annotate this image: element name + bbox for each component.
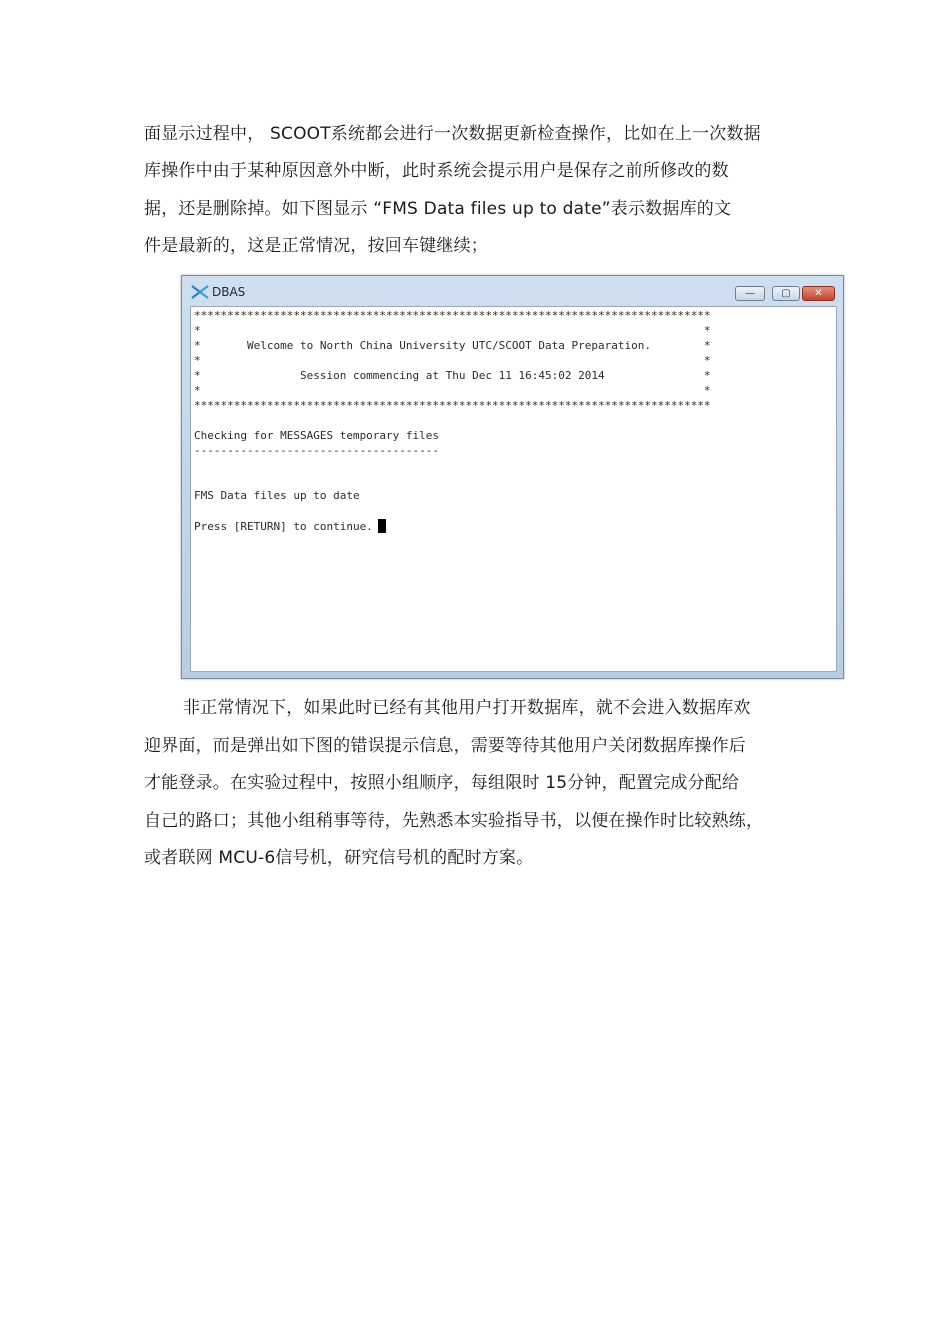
terminal-prompt-line xyxy=(194,519,386,534)
paragraph-line: 或者联网 MCU-6信号机，研究信号机的配时方案。 xyxy=(144,848,534,868)
terminal-line: FMS Data files up to date xyxy=(194,489,360,502)
paragraph-line: 件是最新的，这是正常情况，按回车键继续； xyxy=(144,236,488,256)
terminal-line: * Welcome to North China University UTC/SCOOT Data Preparation. * xyxy=(194,339,711,352)
text-cursor xyxy=(378,519,386,533)
maximize-button[interactable] xyxy=(772,286,800,301)
maximize-icon: ▢ xyxy=(781,288,791,299)
minimize-icon: — xyxy=(745,288,755,299)
dbas-window-screenshot xyxy=(181,275,844,679)
terminal-line: ------------------------------------- xyxy=(194,444,440,457)
terminal-prompt: Press [RETURN] to continue. xyxy=(194,520,373,533)
close-icon: ✕ xyxy=(814,288,823,299)
terminal-line: * * xyxy=(194,384,711,397)
terminal-line: Checking for MESSAGES temporary files xyxy=(194,429,440,442)
terminal-line: ****************************************************************************** xyxy=(194,309,711,322)
paragraph-line: 自己的路口；其他小组稍事等待，先熟悉本实验指导书，以便在操作时比较熟练， xyxy=(144,811,764,831)
minimize-button[interactable] xyxy=(735,286,765,301)
dbas-app-icon xyxy=(191,285,209,299)
paragraph-line: 迎界面，而是弹出如下图的错误提示信息，需要等待其他用户关闭数据库操作后 xyxy=(144,736,746,756)
paragraph-line: 据，还是删除掉。如下图显示 “FMS Data files up to date”表示数据库的文 xyxy=(144,199,732,219)
paragraph-line: 非正常情况下，如果此时已经有其他用户打开数据库，就不会进入数据库欢 xyxy=(183,698,751,718)
terminal-line: * * xyxy=(194,324,711,337)
window-titlebar xyxy=(182,276,843,306)
terminal-line: ****************************************************************************** xyxy=(194,399,711,412)
terminal-line: * Session commencing at Thu Dec 11 16:45:02 2014 * xyxy=(194,369,711,382)
paragraph-line: 面显示过程中， SCOOT系统都会进行一次数据更新检查操作，比如在上一次数据 xyxy=(144,124,761,144)
close-button[interactable] xyxy=(802,286,835,301)
paragraph-line: 才能登录。在实验过程中，按照小组顺序，每组限时 15分钟，配置完成分配给 xyxy=(144,773,740,793)
window-title: DBAS xyxy=(212,285,246,299)
terminal-area[interactable] xyxy=(190,306,837,672)
terminal-line: * * xyxy=(194,354,711,367)
paragraph-line: 库操作中由于某种原因意外中断，此时系统会提示用户是保存之前所修改的数 xyxy=(144,161,729,181)
